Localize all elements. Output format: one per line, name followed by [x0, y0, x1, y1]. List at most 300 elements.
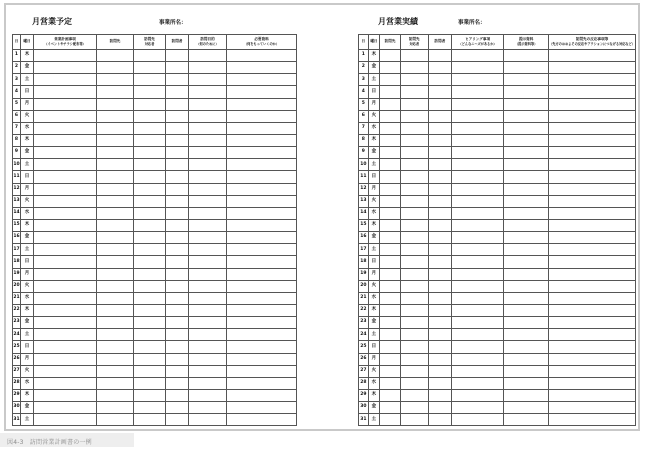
entry-cell[interactable]	[227, 268, 297, 280]
entry-cell[interactable]	[428, 402, 451, 414]
entry-cell[interactable]	[380, 414, 401, 426]
entry-cell[interactable]	[428, 195, 451, 207]
entry-cell[interactable]	[134, 365, 166, 377]
entry-cell[interactable]	[97, 280, 134, 292]
entry-cell[interactable]	[380, 365, 401, 377]
entry-cell[interactable]	[504, 341, 549, 353]
entry-cell[interactable]	[452, 195, 504, 207]
entry-cell[interactable]	[134, 329, 166, 341]
entry-cell[interactable]	[134, 414, 166, 426]
entry-cell[interactable]	[134, 317, 166, 329]
entry-cell[interactable]	[166, 268, 189, 280]
entry-cell[interactable]	[452, 341, 504, 353]
entry-cell[interactable]	[166, 86, 189, 98]
entry-cell[interactable]	[380, 86, 401, 98]
entry-cell[interactable]	[227, 50, 297, 62]
entry-cell[interactable]	[97, 98, 134, 110]
entry-cell[interactable]	[166, 62, 189, 74]
entry-cell[interactable]	[400, 304, 428, 316]
entry-cell[interactable]	[380, 171, 401, 183]
entry-cell[interactable]	[428, 268, 451, 280]
entry-cell[interactable]	[97, 341, 134, 353]
entry-cell[interactable]	[504, 244, 549, 256]
entry-cell[interactable]	[400, 256, 428, 268]
entry-cell[interactable]	[380, 110, 401, 122]
entry-cell[interactable]	[97, 377, 134, 389]
entry-cell[interactable]	[428, 147, 451, 159]
entry-cell[interactable]	[452, 377, 504, 389]
entry-cell[interactable]	[134, 207, 166, 219]
entry-cell[interactable]	[504, 353, 549, 365]
entry-cell[interactable]	[549, 389, 636, 401]
entry-cell[interactable]	[34, 244, 97, 256]
entry-cell[interactable]	[428, 110, 451, 122]
entry-cell[interactable]	[549, 353, 636, 365]
entry-cell[interactable]	[34, 86, 97, 98]
entry-cell[interactable]	[134, 341, 166, 353]
entry-cell[interactable]	[380, 134, 401, 146]
entry-cell[interactable]	[504, 304, 549, 316]
entry-cell[interactable]	[189, 280, 227, 292]
entry-cell[interactable]	[134, 183, 166, 195]
entry-cell[interactable]	[549, 280, 636, 292]
entry-cell[interactable]	[97, 195, 134, 207]
entry-cell[interactable]	[166, 304, 189, 316]
entry-cell[interactable]	[549, 50, 636, 62]
entry-cell[interactable]	[380, 256, 401, 268]
entry-cell[interactable]	[189, 50, 227, 62]
entry-cell[interactable]	[400, 268, 428, 280]
entry-cell[interactable]	[97, 74, 134, 86]
entry-cell[interactable]	[452, 268, 504, 280]
entry-cell[interactable]	[452, 389, 504, 401]
entry-cell[interactable]	[227, 389, 297, 401]
entry-cell[interactable]	[227, 98, 297, 110]
entry-cell[interactable]	[227, 341, 297, 353]
entry-cell[interactable]	[428, 219, 451, 231]
entry-cell[interactable]	[97, 365, 134, 377]
entry-cell[interactable]	[504, 365, 549, 377]
entry-cell[interactable]	[549, 207, 636, 219]
entry-cell[interactable]	[166, 329, 189, 341]
entry-cell[interactable]	[380, 147, 401, 159]
entry-cell[interactable]	[166, 183, 189, 195]
entry-cell[interactable]	[428, 329, 451, 341]
entry-cell[interactable]	[400, 232, 428, 244]
entry-cell[interactable]	[97, 268, 134, 280]
entry-cell[interactable]	[134, 74, 166, 86]
entry-cell[interactable]	[189, 86, 227, 98]
entry-cell[interactable]	[452, 86, 504, 98]
entry-cell[interactable]	[504, 377, 549, 389]
entry-cell[interactable]	[504, 74, 549, 86]
entry-cell[interactable]	[400, 122, 428, 134]
entry-cell[interactable]	[380, 62, 401, 74]
entry-cell[interactable]	[504, 280, 549, 292]
entry-cell[interactable]	[189, 292, 227, 304]
entry-cell[interactable]	[380, 183, 401, 195]
entry-cell[interactable]	[189, 110, 227, 122]
entry-cell[interactable]	[34, 402, 97, 414]
entry-cell[interactable]	[97, 389, 134, 401]
entry-cell[interactable]	[549, 195, 636, 207]
entry-cell[interactable]	[504, 414, 549, 426]
entry-cell[interactable]	[97, 256, 134, 268]
entry-cell[interactable]	[166, 232, 189, 244]
entry-cell[interactable]	[34, 329, 97, 341]
entry-cell[interactable]	[97, 402, 134, 414]
entry-cell[interactable]	[34, 377, 97, 389]
entry-cell[interactable]	[97, 232, 134, 244]
entry-cell[interactable]	[452, 110, 504, 122]
entry-cell[interactable]	[549, 74, 636, 86]
entry-cell[interactable]	[34, 280, 97, 292]
entry-cell[interactable]	[189, 98, 227, 110]
entry-cell[interactable]	[549, 98, 636, 110]
entry-cell[interactable]	[34, 98, 97, 110]
entry-cell[interactable]	[134, 62, 166, 74]
entry-cell[interactable]	[189, 147, 227, 159]
entry-cell[interactable]	[134, 402, 166, 414]
entry-cell[interactable]	[452, 280, 504, 292]
entry-cell[interactable]	[549, 159, 636, 171]
entry-cell[interactable]	[400, 50, 428, 62]
entry-cell[interactable]	[428, 353, 451, 365]
entry-cell[interactable]	[452, 134, 504, 146]
entry-cell[interactable]	[189, 207, 227, 219]
entry-cell[interactable]	[34, 389, 97, 401]
entry-cell[interactable]	[97, 147, 134, 159]
entry-cell[interactable]	[134, 292, 166, 304]
entry-cell[interactable]	[428, 317, 451, 329]
entry-cell[interactable]	[380, 329, 401, 341]
entry-cell[interactable]	[166, 414, 189, 426]
entry-cell[interactable]	[166, 317, 189, 329]
entry-cell[interactable]	[34, 365, 97, 377]
entry-cell[interactable]	[134, 389, 166, 401]
entry-cell[interactable]	[134, 256, 166, 268]
entry-cell[interactable]	[428, 207, 451, 219]
entry-cell[interactable]	[97, 122, 134, 134]
entry-cell[interactable]	[428, 98, 451, 110]
entry-cell[interactable]	[97, 159, 134, 171]
entry-cell[interactable]	[189, 232, 227, 244]
entry-cell[interactable]	[400, 292, 428, 304]
entry-cell[interactable]	[428, 365, 451, 377]
entry-cell[interactable]	[227, 134, 297, 146]
entry-cell[interactable]	[134, 134, 166, 146]
entry-cell[interactable]	[34, 219, 97, 231]
entry-cell[interactable]	[166, 353, 189, 365]
entry-cell[interactable]	[428, 183, 451, 195]
entry-cell[interactable]	[452, 183, 504, 195]
entry-cell[interactable]	[452, 219, 504, 231]
entry-cell[interactable]	[134, 268, 166, 280]
entry-cell[interactable]	[400, 171, 428, 183]
entry-cell[interactable]	[166, 74, 189, 86]
entry-cell[interactable]	[166, 171, 189, 183]
entry-cell[interactable]	[380, 159, 401, 171]
entry-cell[interactable]	[380, 232, 401, 244]
entry-cell[interactable]	[452, 256, 504, 268]
entry-cell[interactable]	[166, 159, 189, 171]
entry-cell[interactable]	[189, 389, 227, 401]
entry-cell[interactable]	[227, 122, 297, 134]
entry-cell[interactable]	[549, 147, 636, 159]
entry-cell[interactable]	[452, 402, 504, 414]
entry-cell[interactable]	[380, 389, 401, 401]
entry-cell[interactable]	[134, 110, 166, 122]
entry-cell[interactable]	[189, 256, 227, 268]
entry-cell[interactable]	[227, 207, 297, 219]
entry-cell[interactable]	[97, 62, 134, 74]
entry-cell[interactable]	[549, 292, 636, 304]
entry-cell[interactable]	[452, 232, 504, 244]
entry-cell[interactable]	[504, 147, 549, 159]
entry-cell[interactable]	[97, 110, 134, 122]
entry-cell[interactable]	[189, 134, 227, 146]
entry-cell[interactable]	[166, 147, 189, 159]
entry-cell[interactable]	[380, 195, 401, 207]
entry-cell[interactable]	[549, 110, 636, 122]
entry-cell[interactable]	[227, 329, 297, 341]
entry-cell[interactable]	[34, 171, 97, 183]
entry-cell[interactable]	[380, 122, 401, 134]
entry-cell[interactable]	[400, 377, 428, 389]
entry-cell[interactable]	[97, 244, 134, 256]
entry-cell[interactable]	[380, 98, 401, 110]
entry-cell[interactable]	[428, 74, 451, 86]
entry-cell[interactable]	[227, 219, 297, 231]
entry-cell[interactable]	[380, 74, 401, 86]
entry-cell[interactable]	[189, 377, 227, 389]
entry-cell[interactable]	[227, 86, 297, 98]
entry-cell[interactable]	[166, 98, 189, 110]
entry-cell[interactable]	[400, 280, 428, 292]
entry-cell[interactable]	[400, 329, 428, 341]
entry-cell[interactable]	[189, 244, 227, 256]
entry-cell[interactable]	[34, 134, 97, 146]
entry-cell[interactable]	[166, 377, 189, 389]
entry-cell[interactable]	[549, 62, 636, 74]
entry-cell[interactable]	[504, 86, 549, 98]
entry-cell[interactable]	[400, 353, 428, 365]
entry-cell[interactable]	[380, 353, 401, 365]
entry-cell[interactable]	[504, 98, 549, 110]
entry-cell[interactable]	[504, 134, 549, 146]
entry-cell[interactable]	[400, 207, 428, 219]
entry-cell[interactable]	[452, 171, 504, 183]
entry-cell[interactable]	[189, 402, 227, 414]
entry-cell[interactable]	[400, 219, 428, 231]
entry-cell[interactable]	[189, 317, 227, 329]
entry-cell[interactable]	[549, 341, 636, 353]
entry-cell[interactable]	[134, 232, 166, 244]
entry-cell[interactable]	[380, 50, 401, 62]
entry-cell[interactable]	[504, 389, 549, 401]
entry-cell[interactable]	[166, 134, 189, 146]
entry-cell[interactable]	[549, 377, 636, 389]
entry-cell[interactable]	[400, 317, 428, 329]
entry-cell[interactable]	[452, 304, 504, 316]
entry-cell[interactable]	[428, 171, 451, 183]
entry-cell[interactable]	[428, 134, 451, 146]
entry-cell[interactable]	[380, 377, 401, 389]
entry-cell[interactable]	[380, 268, 401, 280]
entry-cell[interactable]	[166, 389, 189, 401]
entry-cell[interactable]	[189, 353, 227, 365]
entry-cell[interactable]	[227, 414, 297, 426]
entry-cell[interactable]	[504, 292, 549, 304]
entry-cell[interactable]	[380, 402, 401, 414]
entry-cell[interactable]	[97, 317, 134, 329]
entry-cell[interactable]	[227, 365, 297, 377]
entry-cell[interactable]	[34, 74, 97, 86]
entry-cell[interactable]	[400, 147, 428, 159]
entry-cell[interactable]	[428, 159, 451, 171]
entry-cell[interactable]	[504, 171, 549, 183]
entry-cell[interactable]	[400, 365, 428, 377]
entry-cell[interactable]	[428, 389, 451, 401]
entry-cell[interactable]	[504, 256, 549, 268]
entry-cell[interactable]	[549, 122, 636, 134]
entry-cell[interactable]	[189, 414, 227, 426]
entry-cell[interactable]	[227, 353, 297, 365]
entry-cell[interactable]	[380, 207, 401, 219]
entry-cell[interactable]	[428, 62, 451, 74]
entry-cell[interactable]	[166, 292, 189, 304]
entry-cell[interactable]	[227, 62, 297, 74]
entry-cell[interactable]	[428, 232, 451, 244]
entry-cell[interactable]	[452, 244, 504, 256]
entry-cell[interactable]	[504, 50, 549, 62]
entry-cell[interactable]	[428, 244, 451, 256]
entry-cell[interactable]	[134, 280, 166, 292]
entry-cell[interactable]	[189, 341, 227, 353]
entry-cell[interactable]	[504, 183, 549, 195]
entry-cell[interactable]	[34, 110, 97, 122]
entry-cell[interactable]	[134, 195, 166, 207]
entry-cell[interactable]	[380, 304, 401, 316]
entry-cell[interactable]	[227, 304, 297, 316]
entry-cell[interactable]	[189, 304, 227, 316]
entry-cell[interactable]	[34, 341, 97, 353]
entry-cell[interactable]	[34, 62, 97, 74]
entry-cell[interactable]	[452, 122, 504, 134]
entry-cell[interactable]	[166, 402, 189, 414]
entry-cell[interactable]	[504, 317, 549, 329]
entry-cell[interactable]	[380, 244, 401, 256]
entry-cell[interactable]	[549, 183, 636, 195]
entry-cell[interactable]	[400, 74, 428, 86]
entry-cell[interactable]	[400, 414, 428, 426]
entry-cell[interactable]	[504, 122, 549, 134]
entry-cell[interactable]	[97, 329, 134, 341]
entry-cell[interactable]	[97, 207, 134, 219]
entry-cell[interactable]	[166, 50, 189, 62]
entry-cell[interactable]	[166, 219, 189, 231]
entry-cell[interactable]	[97, 304, 134, 316]
entry-cell[interactable]	[549, 414, 636, 426]
entry-cell[interactable]	[504, 207, 549, 219]
entry-cell[interactable]	[549, 134, 636, 146]
entry-cell[interactable]	[428, 50, 451, 62]
entry-cell[interactable]	[549, 304, 636, 316]
entry-cell[interactable]	[134, 219, 166, 231]
entry-cell[interactable]	[400, 134, 428, 146]
entry-cell[interactable]	[549, 244, 636, 256]
entry-cell[interactable]	[189, 159, 227, 171]
entry-cell[interactable]	[400, 402, 428, 414]
entry-cell[interactable]	[452, 317, 504, 329]
entry-cell[interactable]	[227, 292, 297, 304]
entry-cell[interactable]	[134, 304, 166, 316]
entry-cell[interactable]	[428, 414, 451, 426]
entry-cell[interactable]	[428, 86, 451, 98]
entry-cell[interactable]	[227, 402, 297, 414]
entry-cell[interactable]	[428, 280, 451, 292]
entry-cell[interactable]	[452, 50, 504, 62]
entry-cell[interactable]	[34, 353, 97, 365]
entry-cell[interactable]	[97, 86, 134, 98]
entry-cell[interactable]	[452, 353, 504, 365]
entry-cell[interactable]	[166, 365, 189, 377]
entry-cell[interactable]	[189, 268, 227, 280]
entry-cell[interactable]	[549, 232, 636, 244]
entry-cell[interactable]	[34, 414, 97, 426]
entry-cell[interactable]	[504, 268, 549, 280]
entry-cell[interactable]	[227, 232, 297, 244]
entry-cell[interactable]	[549, 329, 636, 341]
entry-cell[interactable]	[400, 62, 428, 74]
entry-cell[interactable]	[189, 365, 227, 377]
entry-cell[interactable]	[428, 304, 451, 316]
entry-cell[interactable]	[504, 110, 549, 122]
entry-cell[interactable]	[34, 292, 97, 304]
entry-cell[interactable]	[134, 86, 166, 98]
entry-cell[interactable]	[34, 122, 97, 134]
entry-cell[interactable]	[134, 171, 166, 183]
entry-cell[interactable]	[227, 317, 297, 329]
entry-cell[interactable]	[549, 317, 636, 329]
entry-cell[interactable]	[380, 317, 401, 329]
entry-cell[interactable]	[452, 159, 504, 171]
entry-cell[interactable]	[134, 50, 166, 62]
entry-cell[interactable]	[34, 207, 97, 219]
entry-cell[interactable]	[549, 402, 636, 414]
entry-cell[interactable]	[428, 256, 451, 268]
entry-cell[interactable]	[452, 414, 504, 426]
entry-cell[interactable]	[452, 292, 504, 304]
entry-cell[interactable]	[227, 147, 297, 159]
entry-cell[interactable]	[227, 195, 297, 207]
entry-cell[interactable]	[97, 171, 134, 183]
entry-cell[interactable]	[549, 86, 636, 98]
entry-cell[interactable]	[97, 219, 134, 231]
entry-cell[interactable]	[97, 414, 134, 426]
entry-cell[interactable]	[34, 304, 97, 316]
entry-cell[interactable]	[166, 110, 189, 122]
entry-cell[interactable]	[428, 122, 451, 134]
entry-cell[interactable]	[34, 256, 97, 268]
entry-cell[interactable]	[504, 402, 549, 414]
entry-cell[interactable]	[34, 183, 97, 195]
entry-cell[interactable]	[428, 292, 451, 304]
entry-cell[interactable]	[34, 159, 97, 171]
entry-cell[interactable]	[227, 171, 297, 183]
entry-cell[interactable]	[452, 365, 504, 377]
entry-cell[interactable]	[380, 219, 401, 231]
